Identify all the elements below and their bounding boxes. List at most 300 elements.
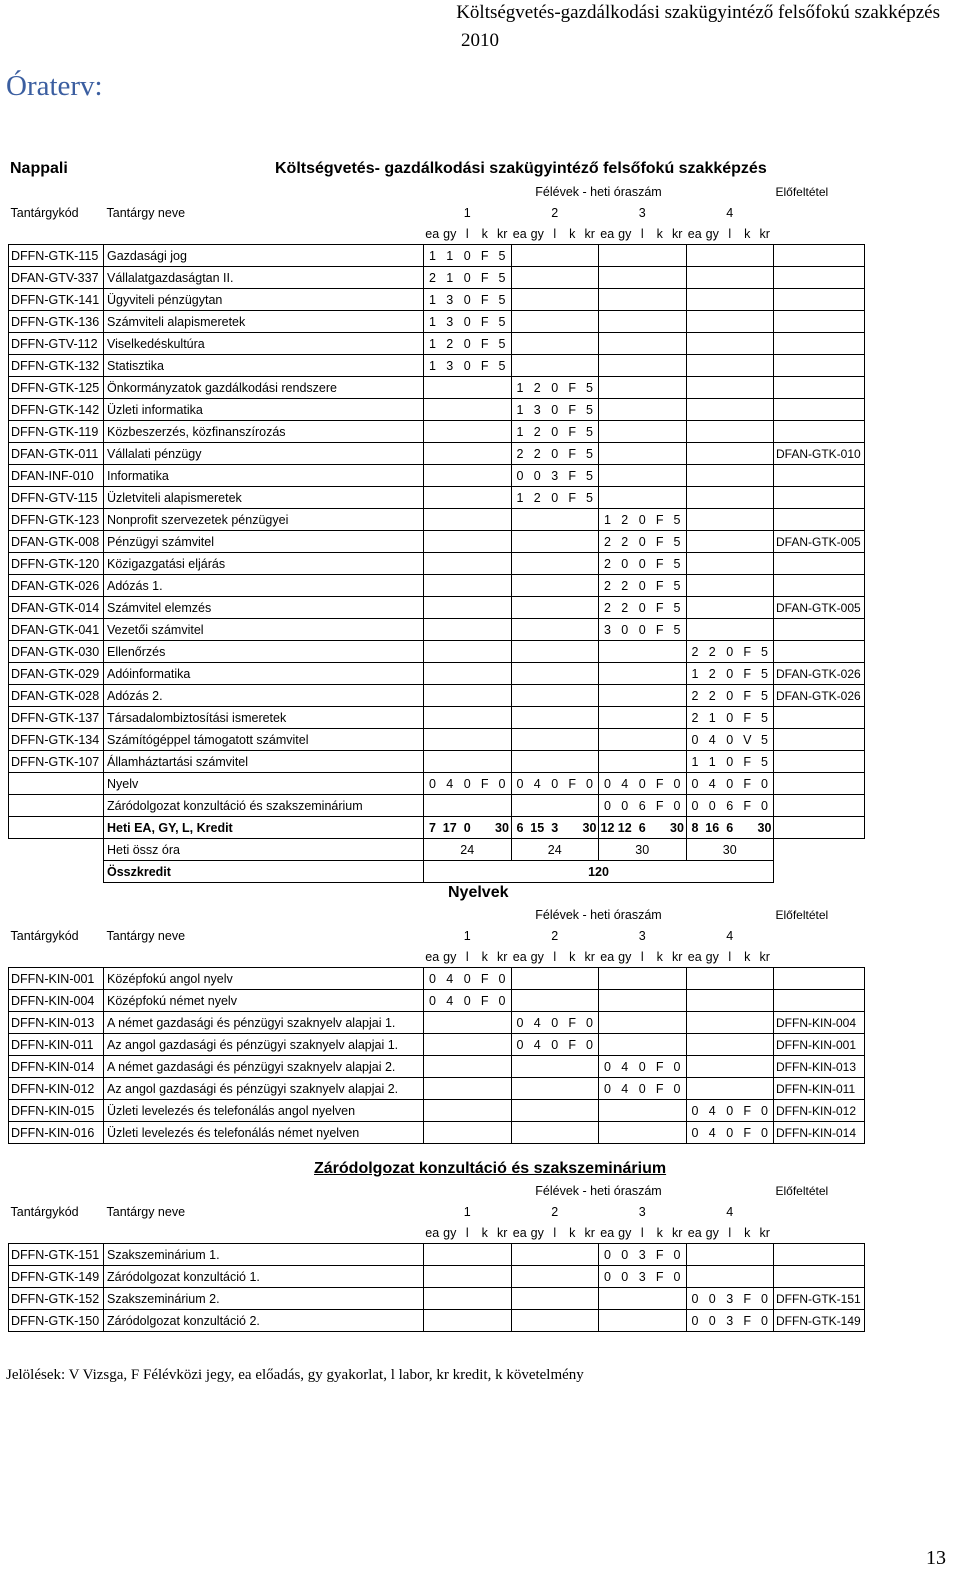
hours-cell: [616, 1122, 634, 1144]
prereq-header: Előfeltétel: [775, 184, 829, 199]
sub-header: kr: [497, 226, 508, 241]
hours-cell: [669, 641, 687, 663]
hours-cell: [756, 377, 774, 399]
hours-cell: 0: [459, 817, 477, 839]
hours-cell: 0: [546, 421, 564, 443]
sub-header: kr: [672, 1225, 683, 1240]
hours-cell: [651, 1034, 669, 1056]
hours-cell: 1: [704, 751, 722, 773]
hours-cell: [634, 443, 652, 465]
hours-cell: 0: [424, 990, 442, 1012]
sub-header: k: [481, 1225, 488, 1240]
sub-header: l: [640, 1225, 644, 1240]
hours-cell: [651, 1012, 669, 1034]
subject-code: DFFN-KIN-013: [9, 1012, 104, 1034]
hours-cell: [739, 575, 757, 597]
hours-cell: [424, 751, 442, 773]
hours-cell: 6: [634, 817, 652, 839]
hours-cell: [476, 1266, 494, 1288]
hours-cell: F: [739, 795, 757, 817]
subject-code: DFAN-GTK-014: [9, 597, 104, 619]
hours-cell: [494, 1266, 512, 1288]
row-spacer: [774, 839, 865, 861]
hours-cell: [511, 1266, 529, 1288]
subject-name: Üzletviteli alapismeretek: [104, 487, 424, 509]
hours-cell: [476, 663, 494, 685]
subject-code: DFFN-GTK-119: [9, 421, 104, 443]
hours-cell: [599, 245, 617, 267]
hours-cell: 0: [721, 663, 739, 685]
hours-cell: F: [564, 773, 582, 795]
hours-cell: [529, 311, 547, 333]
sub-header: ea: [600, 226, 615, 241]
hours-cell: [669, 663, 687, 685]
hours-cell: [599, 707, 617, 729]
hours-cell: [739, 509, 757, 531]
hours-cell: [476, 1056, 494, 1078]
hours-cell: [634, 245, 652, 267]
sub-header: ea: [600, 949, 615, 964]
hours-cell: [424, 1078, 442, 1100]
prerequisite: [774, 553, 865, 575]
prerequisite: [774, 377, 865, 399]
hours-cell: [704, 990, 722, 1012]
hours-cell: [581, 729, 599, 751]
hours-cell: [581, 968, 599, 990]
table-row: [9, 443, 865, 465]
hours-cell: 0: [511, 465, 529, 487]
hours-cell: [669, 1034, 687, 1056]
hours-cell: [686, 553, 704, 575]
hours-cell: [424, 597, 442, 619]
hours-cell: 0: [616, 619, 634, 641]
hours-cell: [686, 990, 704, 1012]
hours-cell: [739, 487, 757, 509]
header-row-semesters: [9, 904, 865, 925]
hours-cell: [441, 1056, 459, 1078]
hours-cell: [494, 531, 512, 553]
hours-cell: 0: [511, 773, 529, 795]
hours-cell: 4: [616, 1078, 634, 1100]
header-spacer: [774, 202, 865, 223]
hours-cell: [721, 487, 739, 509]
subject-code: DFFN-GTK-123: [9, 509, 104, 531]
hours-cell: [459, 1288, 477, 1310]
subject-code: DFFN-KIN-011: [9, 1034, 104, 1056]
hours-cell: [564, 817, 582, 839]
hours-cell: [564, 795, 582, 817]
subject-name: Üzleti levelezés és telefonálás angol nyelven: [104, 1100, 424, 1122]
sub-header: kr: [672, 226, 683, 241]
hours-cell: 30: [756, 817, 774, 839]
hours-cell: [669, 1288, 687, 1310]
hours-cell: 0: [616, 795, 634, 817]
hours-cell: [669, 465, 687, 487]
hours-cell: [459, 1266, 477, 1288]
prerequisite: DFFN-GTK-149: [774, 1310, 865, 1332]
hours-cell: [546, 990, 564, 1012]
subject-code: DFFN-KIN-004: [9, 990, 104, 1012]
prerequisite: DFAN-GTK-005: [774, 531, 865, 553]
hours-cell: [739, 619, 757, 641]
hours-cell: [529, 1122, 547, 1144]
hours-cell: [459, 1034, 477, 1056]
hours-cell: [494, 1034, 512, 1056]
hours-cell: [546, 751, 564, 773]
hours-cell: 4: [704, 1122, 722, 1144]
hours-cell: [634, 729, 652, 751]
hours-cell: [424, 377, 442, 399]
hours-cell: 0: [669, 1244, 687, 1266]
hours-cell: [686, 531, 704, 553]
hours-cell: 1: [424, 333, 442, 355]
hours-cell: F: [476, 333, 494, 355]
semesters-label: Félévek - heti óraszám: [535, 1183, 662, 1198]
hours-cell: [494, 575, 512, 597]
hours-cell: F: [651, 597, 669, 619]
hours-cell: 2: [511, 443, 529, 465]
hours-cell: [669, 289, 687, 311]
hours-cell: [546, 267, 564, 289]
subject-code: DFFN-GTK-136: [9, 311, 104, 333]
hours-cell: 0: [704, 1288, 722, 1310]
row-spacer: [9, 839, 104, 861]
hours-cell: 0: [721, 641, 739, 663]
hours-cell: [564, 751, 582, 773]
hours-cell: [424, 685, 442, 707]
sub-header: ea: [425, 949, 440, 964]
table-row: [9, 267, 865, 289]
hours-cell: [686, 443, 704, 465]
hours-cell: 2: [529, 487, 547, 509]
hours-cell: [634, 333, 652, 355]
hours-cell: [511, 597, 529, 619]
sub-header: k: [569, 949, 576, 964]
hours-cell: 5: [494, 311, 512, 333]
col-name-header: Tantárgy neve: [106, 928, 186, 943]
hours-cell: 0: [669, 1056, 687, 1078]
hours-cell: [599, 1034, 617, 1056]
hours-cell: [441, 421, 459, 443]
hours-cell: [476, 1078, 494, 1100]
subject-code: DFFN-KIN-016: [9, 1122, 104, 1144]
hours-cell: [459, 1078, 477, 1100]
hours-cell: 0: [494, 968, 512, 990]
hours-cell: [459, 751, 477, 773]
hours-cell: [459, 1056, 477, 1078]
hours-cell: [616, 968, 634, 990]
hours-cell: 1: [599, 509, 617, 531]
hours-cell: [441, 1266, 459, 1288]
header-spacer: [9, 223, 104, 245]
hours-cell: [616, 443, 634, 465]
sub-header: kr: [584, 949, 595, 964]
hours-cell: [441, 487, 459, 509]
hours-cell: F: [739, 1288, 757, 1310]
hours-cell: 0: [424, 968, 442, 990]
hours-cell: [459, 1100, 477, 1122]
hours-cell: F: [739, 685, 757, 707]
hours-cell: [756, 990, 774, 1012]
hours-cell: [616, 399, 634, 421]
table-row: [9, 355, 865, 377]
hours-cell: 0: [511, 1034, 529, 1056]
subject-name: Közigazgatási eljárás: [104, 553, 424, 575]
weekly-total-value: 30: [686, 839, 774, 861]
hours-cell: [756, 1056, 774, 1078]
hours-cell: [424, 1100, 442, 1122]
hours-cell: [581, 531, 599, 553]
hours-cell: [494, 729, 512, 751]
hours-cell: [669, 443, 687, 465]
prerequisite: [774, 795, 865, 817]
hours-cell: [651, 751, 669, 773]
hours-cell: 0: [756, 1310, 774, 1332]
subject-name: Üzleti informatika: [104, 399, 424, 421]
hours-cell: [424, 1244, 442, 1266]
hours-cell: F: [739, 1100, 757, 1122]
subject-name: Adózás 1.: [104, 575, 424, 597]
hours-cell: 2: [686, 641, 704, 663]
hours-cell: [459, 575, 477, 597]
hours-cell: [704, 443, 722, 465]
hours-cell: [441, 443, 459, 465]
prerequisite: DFAN-GTK-026: [774, 685, 865, 707]
hours-cell: F: [651, 1266, 669, 1288]
hours-cell: [546, 531, 564, 553]
weekly-total-value: 24: [511, 839, 599, 861]
hours-cell: [529, 729, 547, 751]
hours-cell: F: [651, 795, 669, 817]
table-row: [9, 1100, 865, 1122]
subject-name: Záródolgozat konzultáció 1.: [104, 1266, 424, 1288]
hours-cell: [651, 663, 669, 685]
hours-cell: [616, 707, 634, 729]
hours-cell: [704, 968, 722, 990]
hours-cell: [546, 795, 564, 817]
hours-cell: [564, 1100, 582, 1122]
sub-header: ea: [687, 1225, 702, 1240]
semester-number: 2: [551, 205, 559, 220]
table-row: [9, 377, 865, 399]
hours-cell: [756, 619, 774, 641]
hours-cell: [599, 990, 617, 1012]
prerequisite: [774, 311, 865, 333]
hours-cell: [529, 1288, 547, 1310]
hours-cell: 2: [704, 663, 722, 685]
hours-cell: [704, 311, 722, 333]
table-row: [9, 531, 865, 553]
sub-header: k: [744, 226, 751, 241]
hours-cell: [616, 465, 634, 487]
hours-cell: [476, 685, 494, 707]
subject-name: A német gazdasági és pénzügyi szaknyelv alapjai 2.: [104, 1056, 424, 1078]
hours-cell: [564, 1310, 582, 1332]
hours-cell: [599, 685, 617, 707]
hours-cell: [529, 509, 547, 531]
curriculum-table-zarodolgozat: [8, 1180, 865, 1332]
hours-cell: 0: [424, 773, 442, 795]
hours-cell: [546, 685, 564, 707]
sub-header: gy: [705, 1225, 719, 1240]
hours-cell: [564, 641, 582, 663]
weekly-total-row: [9, 839, 865, 861]
hours-cell: [651, 1100, 669, 1122]
hours-cell: 4: [529, 773, 547, 795]
prerequisite: [774, 729, 865, 751]
hours-cell: [529, 1078, 547, 1100]
hours-cell: [476, 1310, 494, 1332]
hours-cell: [704, 377, 722, 399]
subject-name: Adózás 2.: [104, 685, 424, 707]
hours-cell: [529, 1056, 547, 1078]
hours-cell: [581, 685, 599, 707]
hours-cell: [651, 377, 669, 399]
table-row: [9, 465, 865, 487]
hours-cell: 0: [459, 311, 477, 333]
hours-cell: [634, 399, 652, 421]
hours-cell: [494, 553, 512, 575]
prerequisite: DFFN-KIN-004: [774, 1012, 865, 1034]
hours-cell: [651, 968, 669, 990]
hours-cell: [441, 751, 459, 773]
weekly-total-value: 30: [599, 839, 687, 861]
hours-cell: [581, 575, 599, 597]
subject-code: DFFN-GTK-125: [9, 377, 104, 399]
hours-cell: [704, 553, 722, 575]
sub-header: k: [569, 1225, 576, 1240]
hours-cell: [599, 443, 617, 465]
hours-cell: [599, 1012, 617, 1034]
sub-header: k: [656, 1225, 663, 1240]
header-row-columns: [9, 202, 865, 223]
hours-cell: [424, 619, 442, 641]
hours-cell: [511, 1122, 529, 1144]
hours-cell: [686, 245, 704, 267]
hours-cell: [616, 245, 634, 267]
hours-cell: 2: [616, 575, 634, 597]
hours-cell: [564, 1244, 582, 1266]
sub-header: gy: [443, 226, 457, 241]
hours-cell: [476, 443, 494, 465]
table-row: [9, 751, 865, 773]
hours-cell: [546, 619, 564, 641]
prerequisite: [774, 751, 865, 773]
header-spacer: [774, 946, 865, 968]
hours-cell: [424, 531, 442, 553]
hours-cell: [546, 575, 564, 597]
hours-cell: [441, 795, 459, 817]
hours-cell: F: [564, 421, 582, 443]
sub-header: kr: [759, 949, 770, 964]
subject-code: DFFN-GTK-120: [9, 553, 104, 575]
hours-cell: [494, 509, 512, 531]
hours-cell: [634, 355, 652, 377]
subject-name: Az angol gazdasági és pénzügyi szaknyelv alapjai 2.: [104, 1078, 424, 1100]
hours-cell: [546, 1056, 564, 1078]
hours-cell: 2: [686, 685, 704, 707]
hours-cell: 3: [441, 311, 459, 333]
hours-cell: 2: [616, 509, 634, 531]
header-spacer: [774, 1201, 865, 1222]
table-row: [9, 685, 865, 707]
hours-cell: [581, 619, 599, 641]
sub-header: l: [465, 1225, 469, 1240]
hours-cell: [459, 443, 477, 465]
hours-cell: [581, 509, 599, 531]
subject-name: Vállalati pénzügy: [104, 443, 424, 465]
sub-header: gy: [618, 226, 632, 241]
semester-number: 4: [726, 928, 734, 943]
hours-cell: [494, 1122, 512, 1144]
hours-cell: [529, 245, 547, 267]
hours-cell: 0: [686, 729, 704, 751]
hours-cell: F: [476, 773, 494, 795]
hours-cell: F: [564, 1012, 582, 1034]
hours-cell: [441, 729, 459, 751]
semesters-label: Félévek - heti óraszám: [535, 907, 662, 922]
hours-cell: [739, 465, 757, 487]
hours-cell: [721, 553, 739, 575]
hours-cell: [424, 707, 442, 729]
subject-name: Számvitel elemzés: [104, 597, 424, 619]
hours-cell: F: [739, 751, 757, 773]
hours-cell: [581, 1288, 599, 1310]
hours-cell: [651, 421, 669, 443]
hours-cell: [459, 641, 477, 663]
hours-cell: [721, 289, 739, 311]
hours-cell: 2: [599, 553, 617, 575]
sub-header: l: [640, 949, 644, 964]
hours-cell: [599, 289, 617, 311]
hours-cell: [424, 1034, 442, 1056]
prerequisite: [774, 509, 865, 531]
hours-cell: 0: [546, 399, 564, 421]
hours-cell: [581, 1310, 599, 1332]
hours-cell: 6: [721, 795, 739, 817]
subject-code: DFFN-KIN-001: [9, 968, 104, 990]
subject-name: Vezetői számvitel: [104, 619, 424, 641]
hours-cell: 3: [546, 465, 564, 487]
hours-cell: 12: [599, 817, 617, 839]
hours-cell: [494, 377, 512, 399]
hours-cell: [529, 597, 547, 619]
subject-name: Középfokú német nyelv: [104, 990, 424, 1012]
hours-cell: [564, 245, 582, 267]
hours-cell: F: [739, 641, 757, 663]
hours-cell: [494, 487, 512, 509]
hours-cell: [739, 1034, 757, 1056]
sub-header: ea: [512, 1225, 527, 1240]
prerequisite: [774, 817, 865, 839]
hours-cell: [721, 1244, 739, 1266]
hours-cell: [721, 421, 739, 443]
hours-cell: [739, 817, 757, 839]
hours-cell: 0: [686, 1288, 704, 1310]
sub-header: l: [728, 949, 732, 964]
hours-cell: [459, 663, 477, 685]
hours-cell: 1: [424, 289, 442, 311]
hours-cell: [511, 267, 529, 289]
prerequisite: DFAN-GTK-005: [774, 597, 865, 619]
col-name-header: Tantárgy neve: [106, 1204, 186, 1219]
subject-name: Az angol gazdasági és pénzügyi szaknyelv alapjai 1.: [104, 1034, 424, 1056]
hours-cell: 0: [721, 1100, 739, 1122]
hours-cell: [756, 1244, 774, 1266]
hours-cell: 5: [581, 421, 599, 443]
semester-number: 1: [463, 1204, 471, 1219]
hours-cell: 3: [529, 399, 547, 421]
